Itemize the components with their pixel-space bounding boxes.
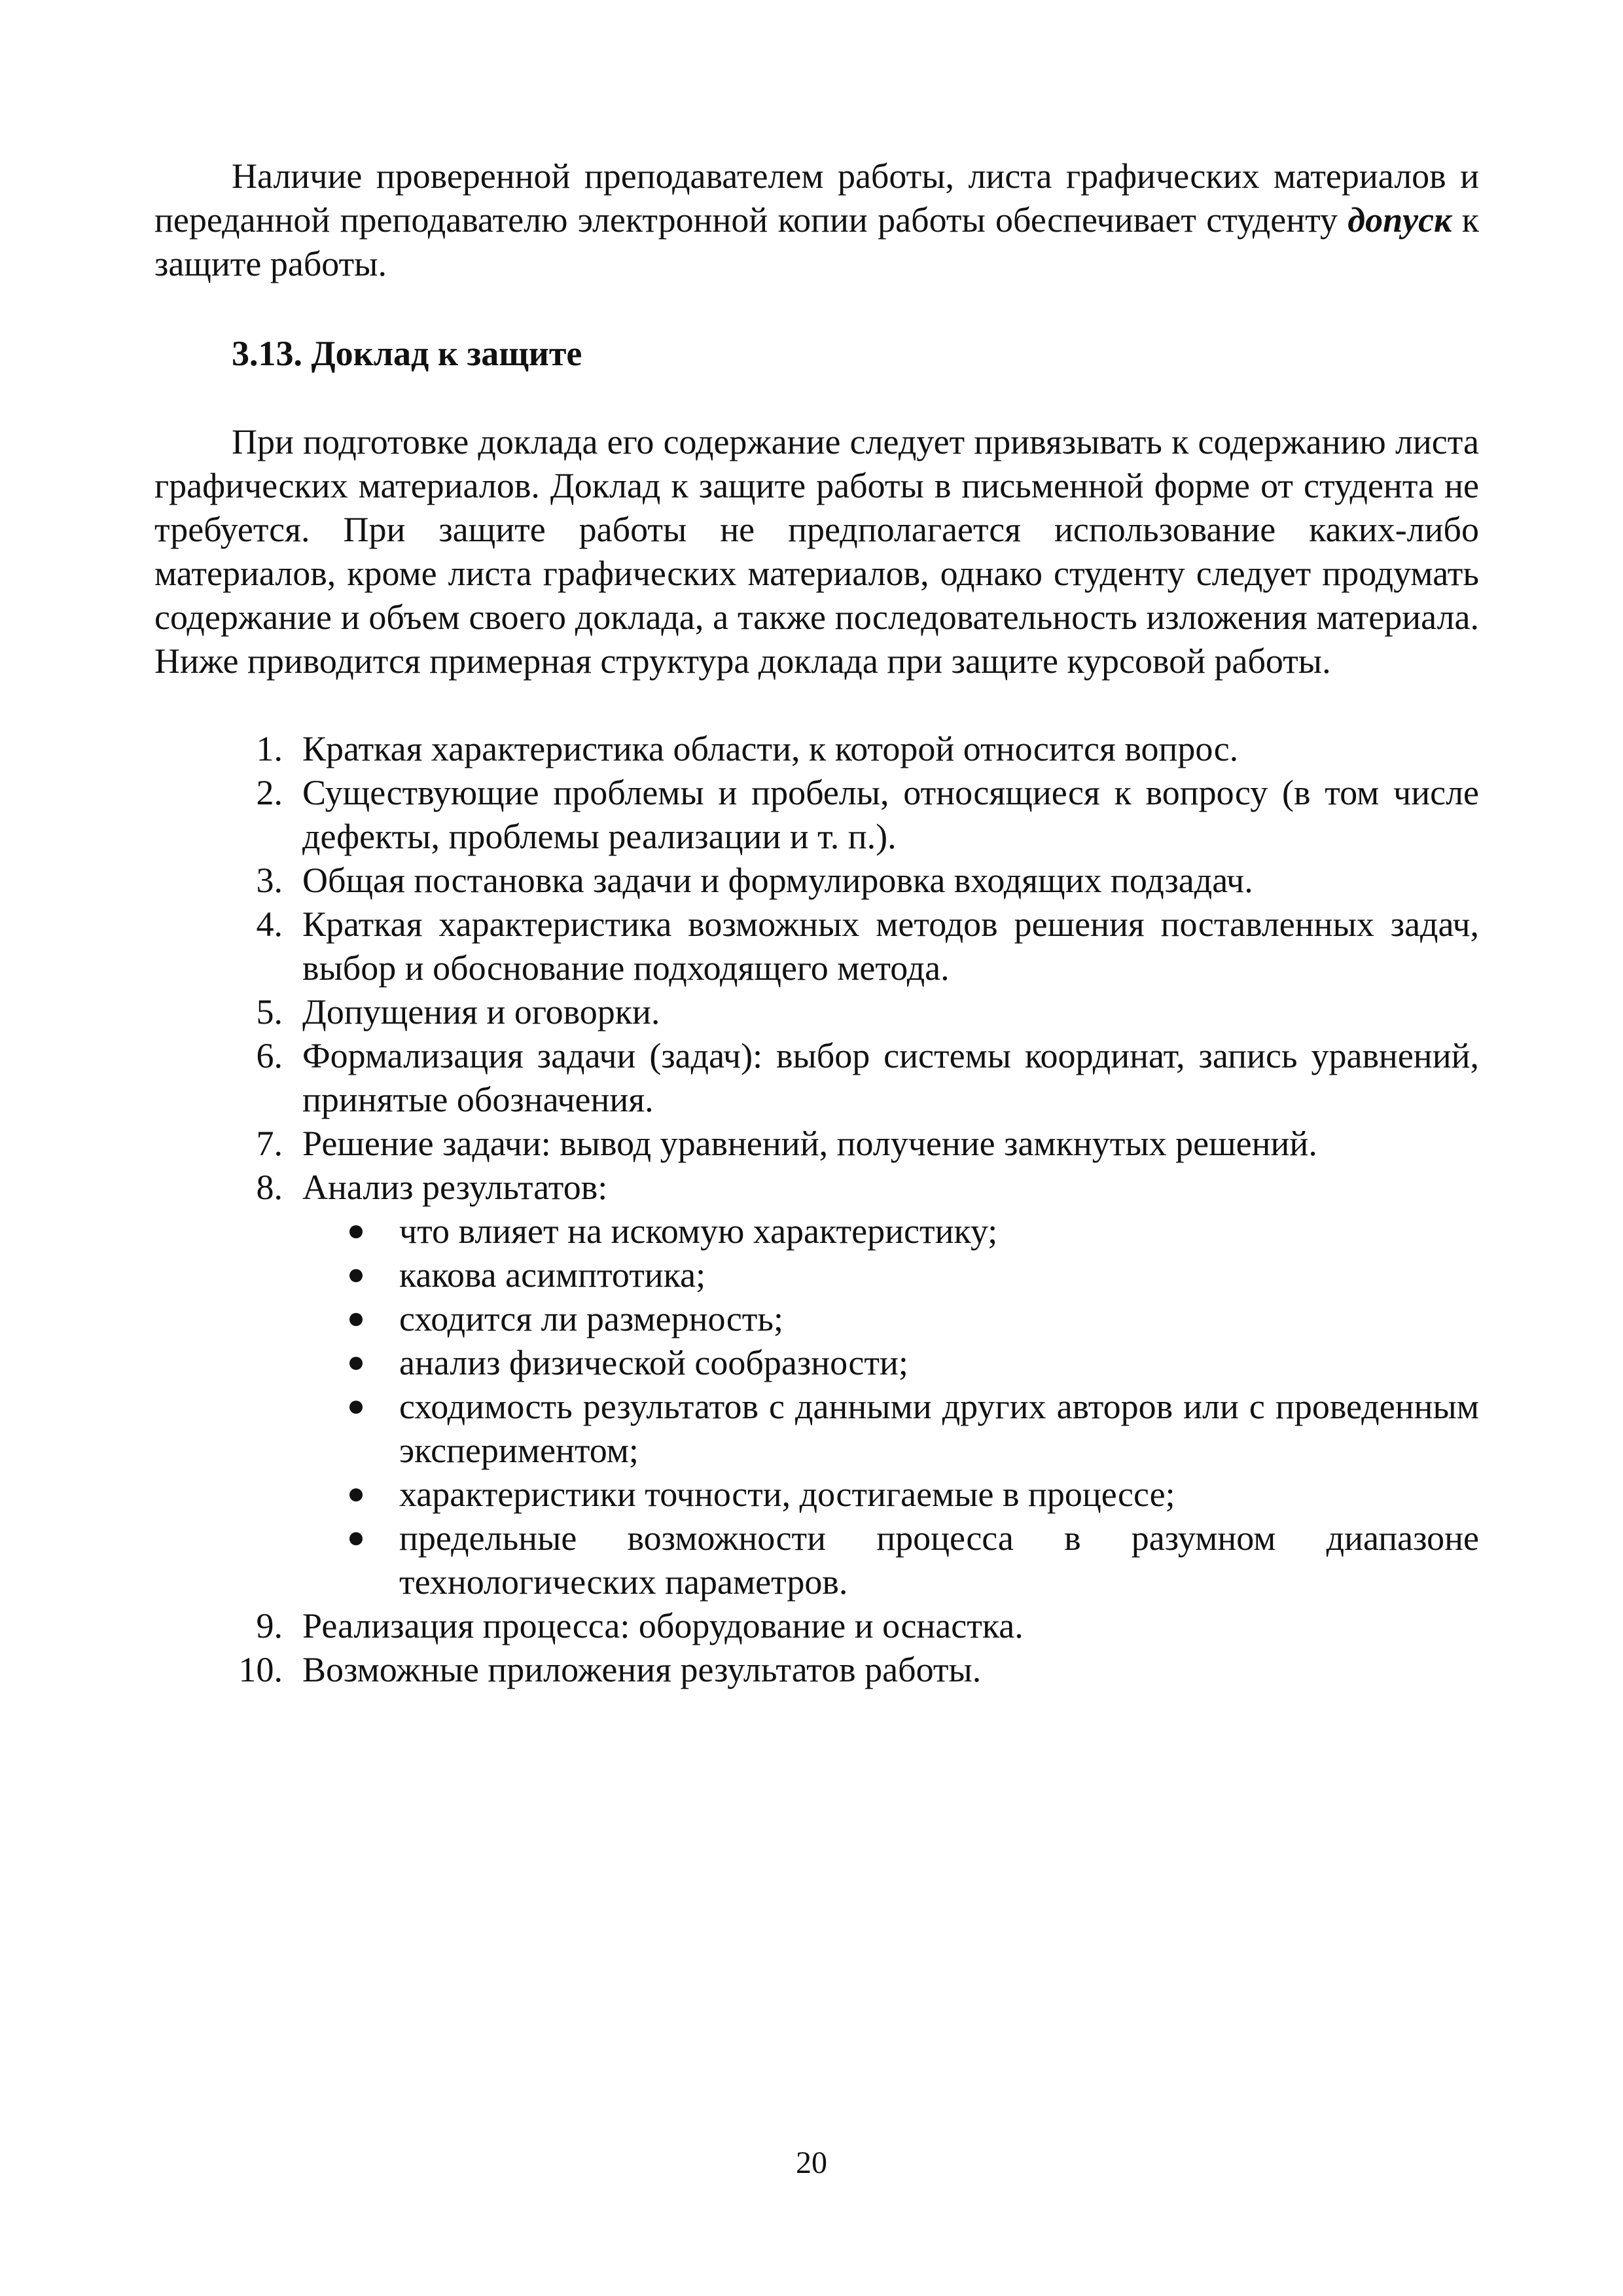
list-item-text: Реализация процесса: оборудование и оснастка. bbox=[302, 1606, 1024, 1645]
bullet-item-text: характеристики точности, достигаемые в процессе; bbox=[399, 1475, 1175, 1514]
bullet-item bbox=[302, 1385, 1479, 1473]
bullet-dot-icon bbox=[349, 1225, 363, 1238]
bullet-item bbox=[302, 1210, 1479, 1253]
list-item-number: 8. bbox=[256, 1168, 283, 1207]
structure-list bbox=[154, 727, 1479, 1692]
list-item-text: Формализация задачи (задач): выбор системы координат, запись уравнений, принятые обозначения. bbox=[302, 1036, 1479, 1119]
list-item bbox=[154, 859, 1479, 903]
list-item bbox=[154, 771, 1479, 859]
list-item-number: 3. bbox=[256, 861, 283, 900]
list-item-text: Решение задачи: вывод уравнений, получение замкнутых решений. bbox=[302, 1124, 1317, 1163]
bullet-item-text: предельные возможности процесса в разумном диапазоне технологических параметров. bbox=[399, 1518, 1479, 1602]
list-item-text: Краткая характеристика области, к которой относится вопрос. bbox=[302, 729, 1239, 768]
list-item bbox=[154, 903, 1479, 990]
bullet-item bbox=[302, 1473, 1479, 1516]
bullet-dot-icon bbox=[349, 1488, 363, 1501]
list-item bbox=[154, 990, 1479, 1034]
list-item-number: 7. bbox=[256, 1124, 283, 1163]
list-item-number: 5. bbox=[256, 992, 283, 1031]
list-item-number: 10. bbox=[238, 1650, 283, 1689]
section-heading: 3.13. Доклад к защите bbox=[232, 334, 582, 373]
analysis-bullet-list bbox=[302, 1210, 1479, 1604]
list-item-number: 1. bbox=[256, 729, 283, 768]
intro-paragraph bbox=[154, 154, 1479, 286]
bullet-dot-icon bbox=[349, 1532, 363, 1545]
bullet-dot-icon bbox=[349, 1357, 363, 1370]
list-item-text: Краткая характеристика возможных методов решения поставленных задач, выбор и обоснование подходящего метода. bbox=[302, 905, 1479, 988]
intro-text-after: к защите работы. bbox=[154, 200, 1479, 283]
list-item bbox=[154, 1648, 1479, 1692]
list-item bbox=[154, 1122, 1479, 1166]
list-item bbox=[154, 1604, 1479, 1648]
page-number: 20 bbox=[796, 2145, 827, 2180]
list-item-number: 4. bbox=[256, 905, 283, 944]
intro-text-before: Наличие проверенной преподавателем работы, листа графических материалов и переданной преподавателю электронной копии работы обеспечивает студенту bbox=[154, 156, 1479, 240]
list-item-text: Общая постановка задачи и формулировка входящих подзадач. bbox=[302, 861, 1253, 900]
list-item-text: Анализ результатов: bbox=[302, 1168, 608, 1207]
list-item-text: Возможные приложения результатов работы. bbox=[302, 1650, 982, 1689]
intro-emphasis: допуск bbox=[1347, 200, 1452, 240]
bullet-dot-icon bbox=[349, 1313, 363, 1326]
bullet-item-text: сходимость результатов с данными других авторов или с проведенным экспериментом; bbox=[399, 1387, 1479, 1470]
bullet-item bbox=[302, 1341, 1479, 1385]
bullet-item bbox=[302, 1253, 1479, 1297]
bullet-item-text: какова асимптотика; bbox=[399, 1255, 706, 1295]
bullet-item bbox=[302, 1516, 1479, 1604]
list-item bbox=[154, 1034, 1479, 1122]
list-item-text: Допущения и оговорки. bbox=[302, 992, 660, 1031]
bullet-dot-icon bbox=[349, 1401, 363, 1414]
bullet-item-text: сходится ли размерность; bbox=[399, 1299, 784, 1338]
list-item-number: 6. bbox=[256, 1036, 283, 1075]
section-paragraph: При подготовке доклада его содержание следует привязывать к содержанию листа графических материалов. Доклад к защите работы в письменной форме от студента не требуется. При защите работы не предполагается использование каких-либо материалов, кроме листа графических материалов, однако студенту следует продумать содержание и объем своего доклада, а также последовательность изложения материала. Ниже приводится примерная структура доклада при защите курсовой работы. bbox=[154, 422, 1479, 681]
list-item-number: 9. bbox=[256, 1606, 283, 1645]
bullet-dot-icon bbox=[349, 1269, 363, 1282]
list-item-text: Существующие проблемы и пробелы, относящиеся к вопросу (в том числе дефекты, проблемы реализации и т. п.). bbox=[302, 773, 1479, 856]
list-item-number: 2. bbox=[256, 773, 283, 812]
bullet-item bbox=[302, 1297, 1479, 1341]
list-item bbox=[154, 1166, 1479, 1604]
list-item bbox=[154, 727, 1479, 771]
bullet-item-text: что влияет на искомую характеристику; bbox=[399, 1211, 998, 1251]
bullet-item-text: анализ физической сообразности; bbox=[399, 1343, 908, 1382]
